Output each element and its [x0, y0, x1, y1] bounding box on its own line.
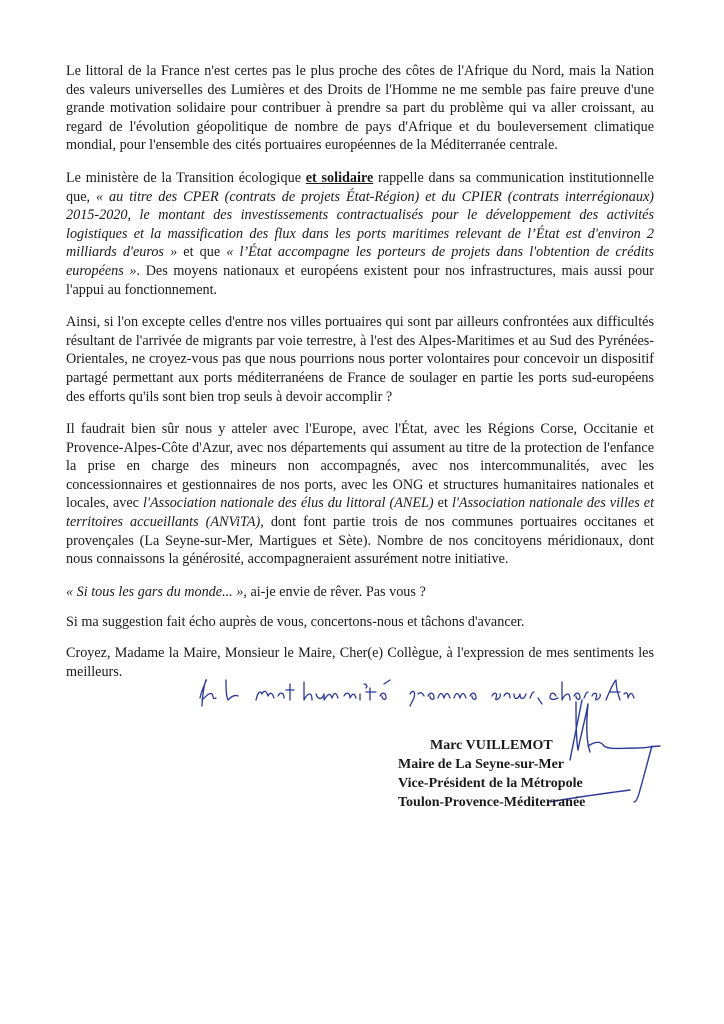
quote-cper: « au titre des CPER (contrats de projets État-Région) et du CPIER (contrats interrégionaux) 2015-2020, le montant des investissements contractualisés pour le développement des activités logistiques et la massification des flux dans les ports maritimes relevant de l’État est d'environ 2 milliards d'euros » [66, 188, 654, 261]
paragraph-4 [66, 420, 654, 569]
signature-block [398, 736, 585, 812]
paragraph-2 [66, 169, 654, 299]
paragraph-2-text: Le ministère de la Transition écologique [66, 169, 306, 186]
anel-name: l'Association nationale des élus du littoral (ANEL) [143, 495, 434, 512]
paragraph-2-text: et que [177, 244, 227, 261]
paragraph-5-text: , ai-je envie de rêver. Pas vous ? [243, 583, 426, 600]
paragraph-4-text: et [433, 495, 452, 512]
anvita-name: l'Association nationale des villes et territoires accueillants (ANViTA) [66, 495, 655, 531]
paragraph-1: Le littoral de la France n'est certes pas le plus proche des côtes de l'Afrique du Nord, mais la Nation des valeurs universelles des Lumières et des Droits de l'Homme ne me semble pas faire preuve d'une grande motivation solidaire pour contribuer à prendre sa part du problème qui va aller croissant, au regard de l'évolution géopolitique de nombre de pays d'Afrique et du bouleversement climatique mondial, pour l'ensemble des cités portuaires européennes de la Méditerranée centrale. [66, 63, 654, 154]
paragraph-5 [66, 583, 654, 602]
quote-credits-europeens: « l’État accompagne les porteurs de projets dans l'obtention de crédits européens » [66, 244, 654, 279]
paragraph-2-text: rappelle dans sa communication institutionnelle que, [66, 169, 654, 205]
signatory-name: Marc VUILLEMOT [430, 738, 553, 753]
paragraph-3: Ainsi, si l'on excepte celles d'entre nos villes portuaires qui sont par ailleurs confrontées aux difficultés résultant de l'arrivée de migrants par voie terrestre, à l'est des Alpes-Maritimes et au Sud des Pyrénées-Orientales, ne croyez-vous pas que nous pourrions nous porter volontaires pour concevoir un dispositif partagé permettant aux ports méditerranéens de France de soulager en partie les ports sud-européens des efforts qu'ils sont bien trop seuls à devoir accomplir ? [66, 314, 654, 405]
quote-gars-du-monde: « Si tous les gars du monde... » [66, 583, 244, 600]
paragraph-4-text: Il faudrait bien sûr nous y atteler avec l'Europe, avec l'État, avec les Régions Corse, Occitanie et Provence-Alpes-Côte d'Azur, avec nos départements qui assument au titre de la protection de l'enfance la prise en charge des mineurs non accompagnés, avec nos intercommunalités, avec les concessionnaires et gestionnaires de nos ports, avec les ONG et structures humanitaires nationales et locales, avec [66, 421, 654, 512]
closing-formula: Croyez, Madame la Maire, Monsieur le Maire, Cher(e) Collègue, à l'expression de mes sentiments les meilleurs. [66, 645, 654, 680]
signatory-title-mayor: Maire de La Seyne-sur-Mer [398, 757, 565, 772]
paragraph-6: Si ma suggestion fait écho auprès de vous, concertons-nous et tâchons d'avancer. [66, 614, 525, 631]
signatory-title-metropole: Toulon-Provence-Méditerranée [398, 795, 586, 810]
signatory-title-vice-president: Vice-Président de la Métropole [398, 776, 583, 791]
paragraph-4-text: , dont font partie trois de nos communes portuaires occitanes et provençales (La Seyne-sur-Mer, Martigues et Sète). Nombre de nos concitoyens méridionaux, dont nous connaissons la générosité, accompagneraient assurément notre initiative. [66, 514, 654, 568]
emphasis-et-solidaire: et solidaire [305, 169, 374, 186]
paragraph-2-text: . Des moyens nationaux et européens existent pour nos infrastructures, mais aussi pour l'appui au fonctionnement. [66, 262, 654, 298]
letter-body [66, 62, 654, 695]
